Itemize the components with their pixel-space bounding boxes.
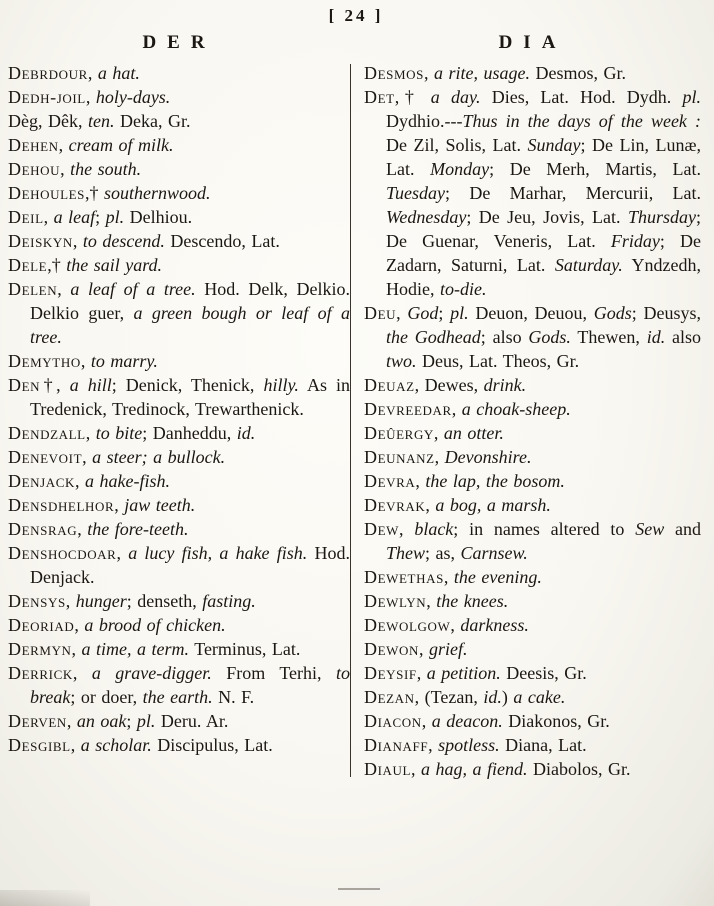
dictionary-entry	[364, 733, 701, 757]
entry-definition-italic: a leaf	[53, 207, 96, 227]
entry-text-roman: Dydhio.---	[386, 111, 463, 131]
entry-text-roman: Thewen,	[570, 327, 647, 347]
entry-text-roman: ,	[82, 447, 93, 467]
entry-definition-italic: Carnsew.	[460, 543, 528, 563]
entry-definition-italic: the knees.	[436, 591, 509, 611]
entry-definition-italic: a hat.	[97, 63, 140, 83]
dictionary-entry	[364, 613, 701, 637]
entry-text-roman: ,	[451, 399, 462, 419]
entry-text-roman: ,	[428, 735, 439, 755]
entry-definition-italic: to break	[30, 663, 351, 707]
dictionary-entry	[364, 637, 701, 661]
entry-headword: Dehen	[8, 135, 59, 155]
entry-definition-italic: Thew	[386, 543, 426, 563]
entry-headword: Dianaff	[364, 735, 429, 755]
entry-headword: Dewlyn	[364, 591, 427, 611]
entry-definition-italic: an oak	[76, 711, 127, 731]
entry-definition-italic: a green bough or leaf of a tree.	[30, 303, 350, 347]
entry-text-roman: ,	[85, 423, 96, 443]
entry-definition-italic: a leaf of a tree.	[70, 279, 196, 299]
entry-headword: Denjack	[8, 471, 76, 491]
entry-text-roman: ,	[114, 495, 125, 515]
entry-definition-italic: a scholar.	[80, 735, 152, 755]
entry-headword: Deil	[8, 207, 44, 227]
entry-definition-italic: a hake-fish.	[85, 471, 171, 491]
entry-text-roman: ,	[60, 159, 71, 179]
entry-definition-italic: hunger	[75, 591, 127, 611]
entry-text-roman: ,	[70, 735, 81, 755]
entry-text-roman: Deesis, Gr.	[500, 663, 587, 683]
entry-text-roman: Deka, Gr.	[114, 111, 191, 131]
entry-definition-italic: Wednesday	[386, 207, 467, 227]
entry-headword: Densrag	[8, 519, 78, 539]
entry-text-roman: also	[665, 327, 702, 347]
entry-definition-italic: a brood of chicken.	[84, 615, 226, 635]
entry-text-roman: ; as,	[425, 543, 461, 563]
entry-text-roman: ,†	[47, 255, 67, 275]
entry-text-roman: ; or doer,	[70, 687, 143, 707]
dictionary-entry	[8, 445, 350, 469]
entry-definition-italic: a deacon.	[431, 711, 503, 731]
right-column-header: DIA	[498, 32, 567, 53]
entry-text-roman: ,†	[85, 183, 105, 203]
dictionary-entry	[364, 709, 701, 733]
entry-definition-italic: to descend.	[82, 231, 165, 251]
entry-text-roman: Diana, Lat.	[499, 735, 587, 755]
columns-container	[8, 32, 704, 781]
entry-definition-italic: a day.	[430, 87, 481, 107]
entry-definition-italic: the lap, the bosom.	[425, 471, 565, 491]
entry-definition-italic: Thus in the days of the week :	[462, 111, 701, 131]
entry-definition-italic: Sew	[635, 519, 665, 539]
entry-headword: Den	[8, 375, 41, 395]
dictionary-entry	[8, 421, 350, 445]
entry-headword: Desgibl	[8, 735, 71, 755]
entry-text-roman: ,	[72, 663, 92, 683]
entry-definition-italic: the earth.	[142, 687, 213, 707]
entry-headword: Debrdour	[8, 63, 88, 83]
entry-text-roman: ; denseth,	[126, 591, 203, 611]
entry-text-roman: ; De Lin, Lunæ, Lat.	[386, 135, 701, 179]
dictionary-entry	[364, 565, 701, 589]
entry-headword: Dehou	[8, 159, 61, 179]
entry-definition-italic: Friday	[610, 231, 660, 251]
entry-text-roman: ; in names altered to	[453, 519, 636, 539]
entry-text-roman: ; De Jeu, Jovis, Lat.	[466, 207, 628, 227]
entry-text-roman: ; De Merh, Martis, Lat.	[489, 159, 701, 179]
right-column	[351, 32, 701, 781]
entry-definition-italic: a lucy fish, a hake fish.	[128, 543, 308, 563]
entry-text-roman: Dies, Lat. Hod. Dydh.	[480, 87, 683, 107]
entry-text-roman: Desmos, Gr.	[529, 63, 626, 83]
entry-text-roman: )	[501, 687, 514, 707]
entry-headword: Dezan	[364, 687, 415, 707]
left-column-entries	[8, 61, 350, 757]
entry-headword: Delen	[8, 279, 58, 299]
entry-definition-italic: Tuesday	[386, 183, 446, 203]
dictionary-entry	[364, 685, 701, 709]
entry-definition-italic: a cake.	[513, 687, 566, 707]
left-column-header: DER	[142, 32, 216, 53]
entry-text-roman: ,	[443, 567, 454, 587]
entry-text-roman: ,	[425, 495, 436, 515]
dictionary-entry	[364, 85, 701, 301]
entry-headword: Dewolgow	[364, 615, 451, 635]
entry-text-roman: Diakonos, Gr.	[502, 711, 610, 731]
entry-text-roman: Dèg, Dêk,	[8, 111, 88, 131]
entry-definition-italic: the Godhead	[386, 327, 481, 347]
entry-text-roman: ,	[72, 231, 83, 251]
entry-headword: Denshocdoar	[8, 543, 117, 563]
entry-text-roman: Hod. Denjack.	[30, 543, 351, 587]
entry-definition-italic: fasting.	[202, 591, 256, 611]
dictionary-entry	[8, 733, 350, 757]
entry-headword: Dewon	[364, 639, 419, 659]
dictionary-entry	[8, 61, 350, 85]
entry-text-roman: ,	[416, 663, 427, 683]
entry-text-roman: ,	[58, 135, 69, 155]
entry-definition-italic: a time, a term.	[81, 639, 190, 659]
entry-definition-italic: black	[414, 519, 454, 539]
entry-definition-italic: the south.	[70, 159, 142, 179]
entry-text-roman: ; Deusys,	[631, 303, 702, 323]
entry-definition-italic: spotless.	[438, 735, 500, 755]
entry-text-roman: ; also	[480, 327, 529, 347]
entry-headword: Deunanz	[364, 447, 435, 467]
entry-definition-italic: Thursday	[627, 207, 696, 227]
dictionary-entry	[364, 469, 701, 493]
entry-text-roman: Discipulus, Lat.	[151, 735, 273, 755]
entry-text-roman: Deru. Ar.	[155, 711, 229, 731]
entry-text-roman: ,	[87, 63, 98, 83]
entry-headword: Dedh-joil	[8, 87, 86, 107]
entry-definition-italic: holy-days.	[95, 87, 171, 107]
dictionary-entry	[8, 589, 350, 613]
entry-headword: Det	[364, 87, 395, 107]
entry-text-roman: ;	[95, 207, 106, 227]
entry-definition-italic: Monday	[430, 159, 490, 179]
entry-text-roman: ,	[74, 615, 85, 635]
dictionary-entry	[364, 517, 701, 565]
entry-text-roman: ,	[411, 759, 422, 779]
entry-text-roman: ; Danheddu,	[142, 423, 237, 443]
entry-headword: Deiskyn	[8, 231, 73, 251]
entry-definition-italic: grief.	[429, 639, 468, 659]
entry-definition-italic: hilly.	[263, 375, 299, 395]
entry-definition-italic: a bog, a marsh.	[435, 495, 551, 515]
entry-text-roman: ,	[80, 351, 91, 371]
dictionary-entry	[8, 253, 350, 277]
entry-headword: Deysif	[364, 663, 417, 683]
dictionary-entry	[364, 397, 701, 421]
entry-definition-italic: the fore-teeth.	[87, 519, 189, 539]
dictionary-entry	[364, 373, 701, 397]
entry-definition-italic: a grave-digger.	[91, 663, 212, 683]
entry-headword: Deoriad	[8, 615, 75, 635]
dictionary-entry	[364, 757, 701, 781]
entry-text-roman: Descendo, Lat.	[164, 231, 280, 251]
entry-text-roman: ,	[43, 207, 54, 227]
dictionary-entry	[364, 493, 701, 517]
entry-definition-italic: Gods	[593, 303, 632, 323]
dictionary-entry	[8, 637, 350, 661]
dictionary-entry	[8, 469, 350, 493]
entry-definition-italic: the evening.	[453, 567, 542, 587]
entry-text-roman: ,	[85, 87, 96, 107]
entry-definition-italic: pl.	[682, 87, 702, 107]
entry-text-roman: ,	[77, 519, 88, 539]
entry-headword: Dendzall	[8, 423, 86, 443]
entry-definition-italic: darkness.	[460, 615, 529, 635]
scan-artifact-line	[338, 888, 380, 890]
entry-text-roman: Delhiou.	[124, 207, 193, 227]
entry-text-roman: ;	[438, 303, 451, 323]
dictionary-entry	[8, 613, 350, 637]
entry-definition-italic: pl.	[450, 303, 469, 323]
entry-text-roman: , (Tezan,	[414, 687, 484, 707]
dictionary-entry	[8, 661, 350, 709]
entry-headword: Devra	[364, 471, 416, 491]
entry-definition-italic: ten.	[87, 111, 115, 131]
dictionary-entry	[364, 421, 701, 445]
entry-headword: Deûergy	[364, 423, 434, 443]
entry-headword: Dewethas	[364, 567, 444, 587]
dictionary-entry	[364, 445, 701, 469]
entry-text-roman: N. F.	[212, 687, 255, 707]
entry-headword: Denevoit	[8, 447, 83, 467]
entry-text-roman: ; De Marhar, Mercurii, Lat.	[445, 183, 701, 203]
entry-text-roman: ,	[419, 639, 429, 659]
entry-text-roman: ,	[415, 471, 426, 491]
entry-text-roman: As in Tredenick, Tredinock, Trewarthenick.	[30, 375, 350, 419]
scan-corner-smudge	[0, 890, 90, 906]
entry-definition-italic: a petition.	[426, 663, 501, 683]
entry-definition-italic: Sunday	[527, 135, 581, 155]
entry-definition-italic: id.	[646, 327, 666, 347]
entry-headword: Demytho	[8, 351, 81, 371]
entry-text-roman: ,	[421, 711, 432, 731]
entry-headword: Devrak	[364, 495, 426, 515]
entry-text-roman: From Terhi,	[211, 663, 336, 683]
entry-definition-italic: pl.	[105, 207, 125, 227]
entry-text-roman: ,	[434, 447, 445, 467]
entry-headword: Diaul	[364, 759, 412, 779]
dictionary-entry	[8, 181, 350, 205]
entry-text-roman: Terminus, Lat.	[189, 639, 301, 659]
entry-definition-italic: id.	[483, 687, 502, 707]
entry-text-roman: and	[664, 519, 702, 539]
dictionary-entry	[8, 229, 350, 253]
entry-definition-italic: a choak-sheep.	[461, 399, 571, 419]
entry-text-roman: ,	[65, 591, 76, 611]
page-number: [ 24 ]	[328, 6, 384, 25]
entry-headword: Deu	[364, 303, 397, 323]
entry-text-roman: ,	[396, 303, 408, 323]
entry-text-roman: Diabolos, Gr.	[527, 759, 631, 779]
entry-headword: Dele	[8, 255, 48, 275]
entry-definition-italic: jaw teeth.	[124, 495, 196, 515]
entry-text-roman: De Zil, Solis, Lat.	[386, 135, 528, 155]
entry-headword: Derrick	[8, 663, 73, 683]
entry-text-roman: ,	[426, 591, 437, 611]
dictionary-entry	[8, 205, 350, 229]
entry-definition-italic: an otter.	[443, 423, 504, 443]
entry-text-roman: ; De Zadarn, Saturni, Lat.	[386, 231, 701, 275]
entry-text-roman: ; Denick, Thenick,	[111, 375, 264, 395]
dictionary-entry	[8, 85, 350, 109]
entry-text-roman: ,	[71, 639, 82, 659]
dictionary-entry	[364, 589, 701, 613]
entry-definition-italic: a hill	[69, 375, 112, 395]
entry-definition-italic: id.	[236, 423, 256, 443]
entry-text-roman: ,†	[394, 87, 431, 107]
entry-headword: Derven	[8, 711, 67, 731]
entry-text-roman: ,	[433, 423, 444, 443]
dictionary-entry	[8, 517, 350, 541]
entry-definition-italic: to marry.	[90, 351, 158, 371]
dictionary-entry	[8, 349, 350, 373]
dictionary-entry	[364, 61, 701, 85]
entry-headword: Dew	[364, 519, 400, 539]
entry-definition-italic: pl.	[136, 711, 156, 731]
dictionary-entry	[8, 157, 350, 181]
entry-text-roman: ; De Guenar, Veneris, Lat.	[386, 207, 701, 251]
entry-headword: Desmos	[364, 63, 424, 83]
entry-definition-italic: a hag, a fiend.	[421, 759, 528, 779]
entry-text-roman: , Dewes,	[414, 375, 484, 395]
entry-text-roman: ;	[126, 711, 137, 731]
entry-text-roman: ,	[399, 519, 415, 539]
dictionary-entry	[8, 373, 350, 421]
entry-definition-italic: to-die.	[440, 279, 487, 299]
entry-text-roman: Deuon, Deuou,	[468, 303, 594, 323]
entry-definition-italic: Devonshire.	[444, 447, 532, 467]
entry-definition-italic: God	[407, 303, 439, 323]
entry-definition-italic: two.	[386, 351, 417, 371]
entry-headword: Dehoules	[8, 183, 86, 203]
entry-definition-italic: Saturday.	[554, 255, 623, 275]
entry-definition-italic: cream of milk.	[68, 135, 174, 155]
dictionary-entry	[8, 277, 350, 349]
dictionary-entry	[8, 493, 350, 517]
entry-definition-italic: southernwood.	[104, 183, 211, 203]
dictionary-entry	[8, 109, 350, 133]
dictionary-entry	[8, 133, 350, 157]
dictionary-entry	[8, 541, 350, 589]
dictionary-entry	[364, 661, 701, 685]
entry-text-roman: Hod. Delk, Delkio. Delkio guer,	[30, 279, 351, 323]
entry-text-roman: ,	[116, 543, 129, 563]
left-column	[8, 32, 350, 781]
dictionary-entry	[364, 301, 701, 373]
entry-text-roman: ,	[450, 615, 461, 635]
entry-definition-italic: drink.	[483, 375, 527, 395]
entry-text-roman: Deus, Lat. Theos, Gr.	[416, 351, 580, 371]
entry-definition-italic: the sail yard.	[66, 255, 163, 275]
entry-text-roman: ,	[66, 711, 77, 731]
entry-headword: Densdhelhor	[8, 495, 115, 515]
right-column-entries	[364, 61, 701, 781]
entry-definition-italic: a rite, usage.	[433, 63, 530, 83]
entry-text-roman: ,	[75, 471, 86, 491]
dictionary-entry	[8, 709, 350, 733]
entry-text-roman: †,	[40, 375, 70, 395]
entry-text-roman: ,	[423, 63, 434, 83]
entry-headword: Diacon	[364, 711, 422, 731]
entry-text-roman: ,	[57, 279, 71, 299]
entry-headword: Devreedar	[364, 399, 452, 419]
entry-text-roman: Yndzedh, Hodie,	[386, 255, 702, 299]
entry-headword: Deuaz	[364, 375, 415, 395]
entry-definition-italic: a steer; a bullock.	[92, 447, 226, 467]
entry-headword: Densys	[8, 591, 66, 611]
entry-headword: Dermyn	[8, 639, 72, 659]
entry-definition-italic: to bite	[95, 423, 143, 443]
entry-definition-italic: Gods.	[528, 327, 571, 347]
